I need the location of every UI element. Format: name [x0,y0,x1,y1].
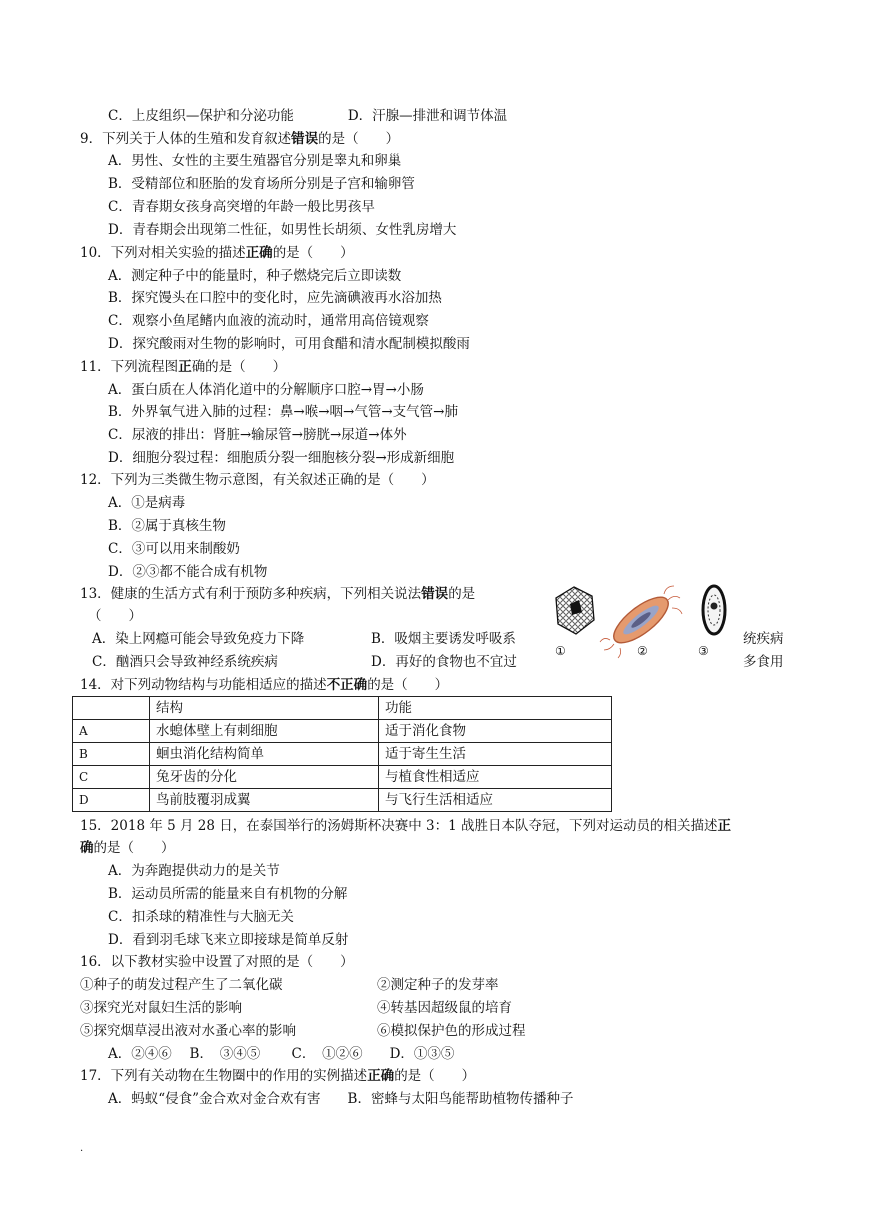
table-row [73,743,612,766]
table-header-cell: 功能 [379,697,612,720]
q13-option-a: A．染上网瘾可能会导致免疫力下降 [92,631,305,647]
q15-option-b: B．运动员所需的能量来自有机物的分解 [108,886,348,902]
q9-option-d: D．青春期会出现第二性征，如男性长胡须、女性乳房增大 [108,222,457,238]
yeast-drawing [703,586,725,634]
table-cell: D [73,789,150,812]
q11-stem-tail: 确的是（ ） [191,359,287,375]
q12-option-c: C．③可以用来制酸奶 [108,541,240,557]
q17-stem-emphasis: 正确 [367,1068,395,1084]
q10-stem-text: 10．下列对相关实验的描述 [80,245,246,261]
virus-drawing [556,587,594,634]
q17-stem [80,1067,475,1085]
q10-option-a: A．测定种子中的能量时，种子燃烧完后立即读数 [108,268,402,284]
q12-stem: 12．下列为三类微生物示意图，有关叙述正确的是（ ） [80,472,435,488]
figure-label-2: ② [637,644,648,658]
q10-stem-tail: 的是（ ） [272,245,354,261]
table-cell: 蛔虫消化结构简单 [150,743,379,766]
q17-options: A．蚂蚁“侵食”金合欢对金合欢有害 B．密蜂与太阳鸟能帮助植物传播种子 [108,1091,574,1107]
table-header-row [73,697,612,720]
q13-stem-text: 13．健康的生活方式有利于预防多种疾病，下列相关说法 [80,586,422,602]
q12-option-d: D．②③都不能合成有机物 [108,564,268,580]
table-header-cell: 结构 [150,697,379,720]
table-header-cell [73,697,150,720]
q16-stem: 16．以下教材实验中设置了对照的是（ ） [80,954,354,970]
table-row [73,720,612,743]
q15-stem-emphasis-2: 确 [80,840,94,856]
q17-stem-text: 17．下列有关动物在生物圈中的作用的实例描述 [80,1068,368,1084]
q15-stem-text: 15．2018 年 5 月 28 日，在泰国举行的汤姆斯杯决赛中 3：1 战胜日本队夺冠，下列对运动员的相关描述 [80,818,718,834]
q14-stem-tail: 的是（ ） [367,677,449,693]
microorganism-figure [548,582,738,662]
q15-stem [80,817,731,835]
q15-option-a: A．为奔跑提供动力的是关节 [108,863,280,879]
q10-option-c: C．观察小鱼尾鳍内血液的流动时，通常用高倍镜观察 [108,313,429,329]
q16-item-4: ④转基因超级鼠的培育 [377,1000,512,1016]
q11-option-d: D．细胞分裂过程：细胞质分裂一细胞核分裂→形成新细胞 [108,450,455,466]
q11-option-a: A．蛋白质在人体消化道中的分解顺序口腔→胃→小肠 [108,382,424,398]
q13-stem-emphasis: 错误 [421,586,449,602]
q16-choices: A．②④⑥ B． ③④⑤ C． ①②⑥ D．①③⑤ [108,1046,455,1062]
table-cell: B [73,743,150,766]
q13-stem [80,585,475,603]
q12-option-a: A．①是病毒 [108,495,186,511]
table-cell: 水螅体壁上有刺细胞 [150,720,379,743]
q13-option-d: D．再好的食物也不宜过 [371,654,517,670]
q11-stem-text: 11．下列流程图 [80,359,179,375]
q9-stem-emphasis: 错误 [291,131,319,147]
figure-label-1: ① [555,644,566,658]
q14-stem-text: 14．对下列动物结构与功能相适应的描述 [80,677,327,693]
table-cell: 与飞行生活相适应 [379,789,612,812]
q9-option-a: A．男性、女性的主要生殖器官分别是睾丸和卵巢 [108,153,402,169]
table-row [73,766,612,789]
q13-paren: （ ） [88,608,142,624]
q15-stem-line2 [80,839,175,857]
footer-dot: . [80,1143,84,1154]
q16-item-6: ⑥模拟保护色的形成过程 [377,1023,526,1039]
table-cell: 与植食性相适应 [379,766,612,789]
q9-option-b: B．受精部位和胚胎的发育场所分别是子宫和输卵管 [108,176,415,192]
q17-stem-tail: 的是（ ） [394,1068,476,1084]
q9-option-c: C．青春期女孩身高突增的年龄一般比男孩早 [108,199,375,215]
q14-stem [80,676,448,694]
q15-option-d: D．看到羽毛球飞来立即接球是简单反射 [108,932,349,948]
table-cell: A [73,720,150,743]
q9-stem-tail: 的是（ ） [318,131,400,147]
q11-stem-emphasis: 正 [178,359,192,375]
q13-stem-tail: 的是 [448,586,476,602]
q10-stem-emphasis: 正确 [245,245,273,261]
q9-stem [80,130,399,148]
table-cell: C [73,766,150,789]
q9-stem-text: 9．下列关于人体的生殖和发育叙述 [80,131,292,147]
table-cell: 兔牙齿的分化 [150,766,379,789]
q14-table [72,696,612,812]
q10-option-d: D．探究酸雨对生物的影响时，可用食醋和清水配制模拟酸雨 [108,336,470,352]
q16-item-3: ③探究光对鼠妇生活的影响 [80,1000,242,1016]
figure-label-3: ③ [698,644,709,658]
q15-option-c: C．扣杀球的精准性与大脑无关 [108,909,294,925]
q14-stem-emphasis: 不正确 [326,677,368,693]
q13-option-b: B．吸烟主要诱发呼吸系 [371,631,516,647]
table-cell: 适于寄生生活 [379,743,612,766]
q13-option-c: C．酗酒只会导致神经系统疾病 [92,654,278,670]
q10-stem [80,244,354,262]
q13-option-d-tail: 多食用 [743,654,784,670]
q11-stem [80,358,286,376]
q13-option-b-tail: 统疾病 [743,631,784,647]
q15-stem-emphasis: 正 [717,818,732,834]
q15-stem-tail: 的是（ ） [93,840,175,856]
q11-option-b: B．外界氧气进入肺的过程：鼻→喉→咽→气管→支气管→肺 [108,404,458,420]
q12-option-b: B．②属于真核生物 [108,518,226,534]
q10-option-b: B．探究馒头在口腔中的变化时，应先滴碘液再水浴加热 [108,290,442,306]
table-cell: 适于消化食物 [379,720,612,743]
q8-options-cd: C．上皮组织—保护和分泌功能 D．汗腺—排泄和调节体温 [108,108,508,124]
table-row [73,789,612,812]
q16-item-1: ①种子的萌发过程产生了二氧化碳 [80,977,283,993]
q16-item-2: ②测定种子的发芽率 [377,977,499,993]
q11-option-c: C．尿液的排出：肾脏→输尿管→膀胱→尿道→体外 [108,427,407,443]
q16-item-5: ⑤探究烟草浸出液对水蚤心率的影响 [80,1023,296,1039]
table-cell: 鸟前肢覆羽成翼 [150,789,379,812]
